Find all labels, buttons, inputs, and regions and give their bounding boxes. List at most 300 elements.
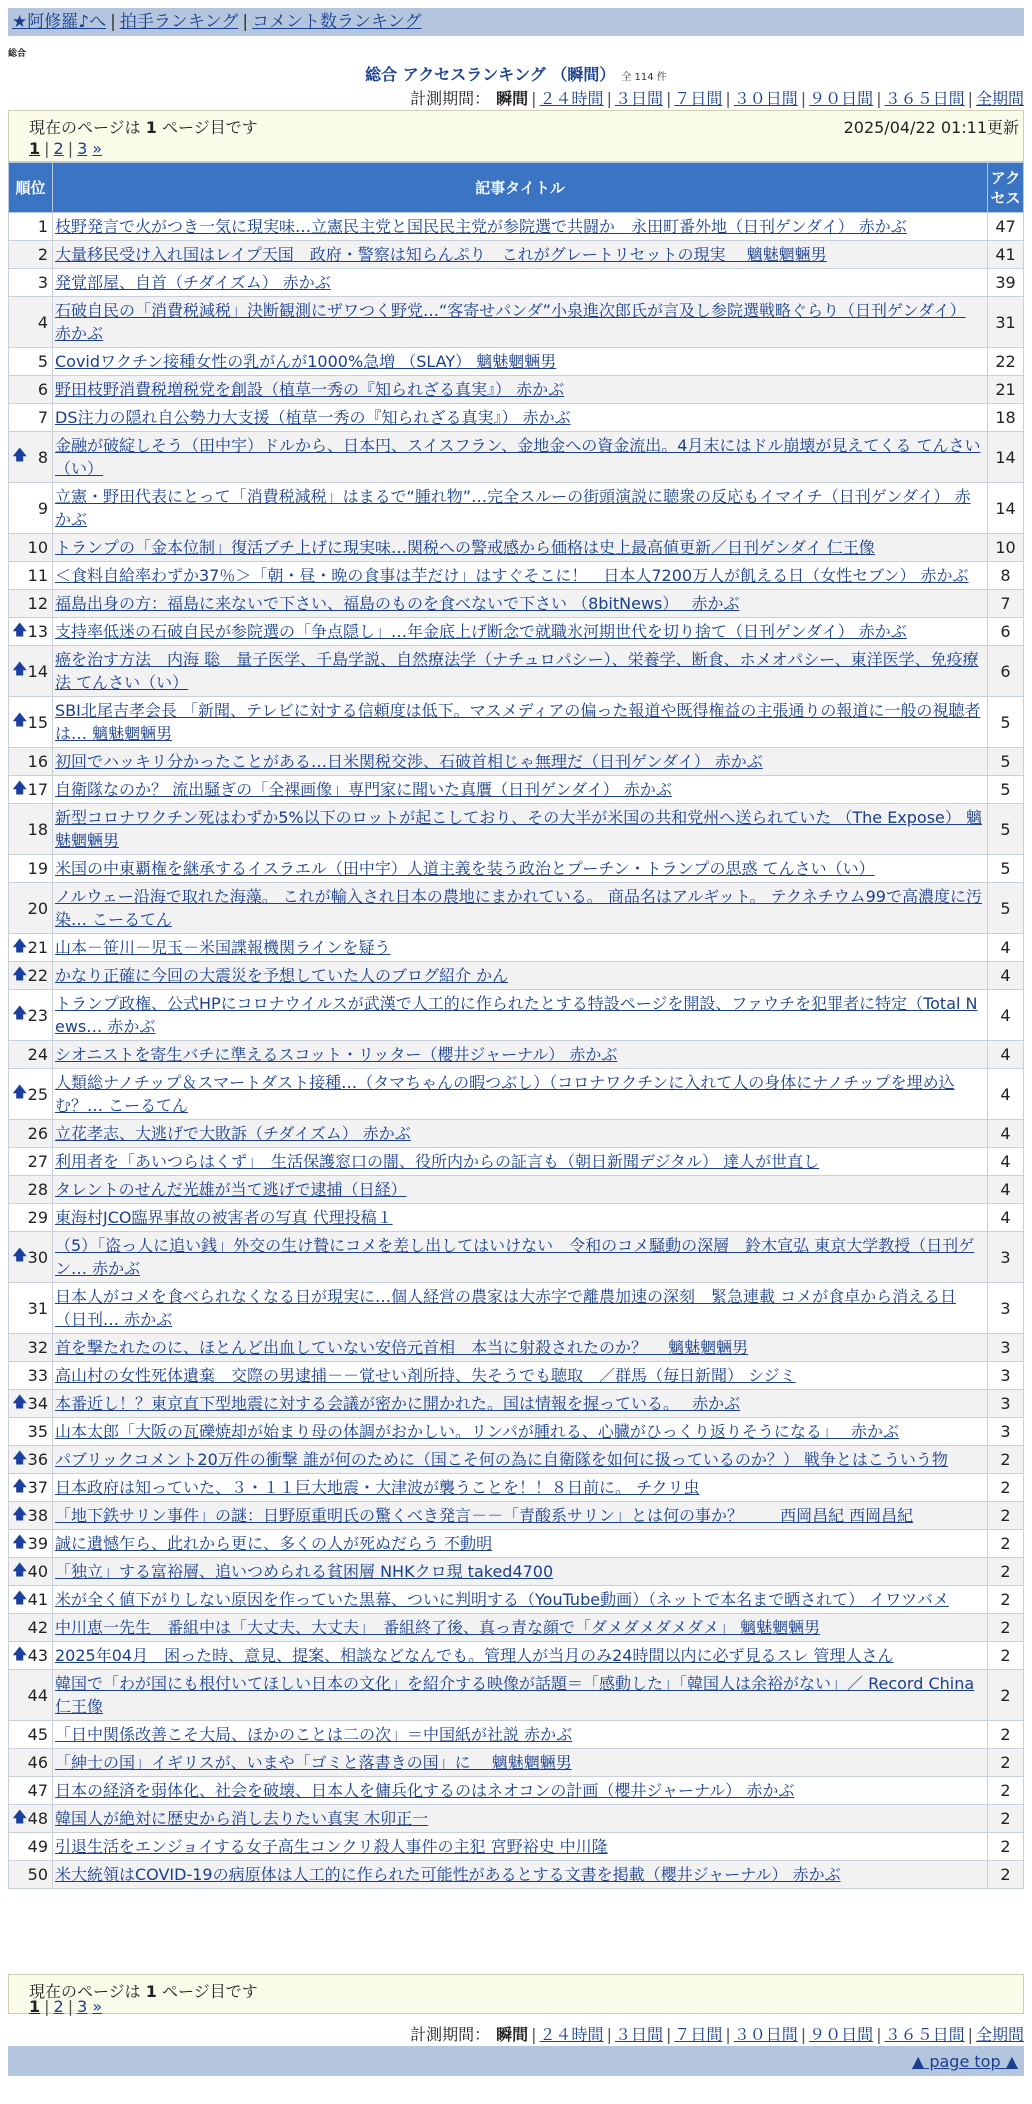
title-cell xyxy=(53,404,988,432)
table-row xyxy=(9,1833,1024,1861)
period-separator: | xyxy=(800,89,807,108)
title-cell xyxy=(53,1474,988,1502)
access-count: 21 xyxy=(988,376,1024,404)
clap-ranking-link[interactable]: 拍手ランキング xyxy=(119,12,239,32)
article-title-link[interactable]: シオニストを寄生バチに準えるスコット・リッター（櫻井ジャーナル） 赤かぶ xyxy=(55,1045,618,1064)
rank-cell xyxy=(9,990,53,1041)
period-link-5[interactable]: ３６５日間 xyxy=(884,89,965,108)
article-title-link[interactable]: ＜食料自給率わずか37％＞「朝・昼・晩の食事は芋だけ」はすぐそこに！ 日本人7200万人が飢える日（女性セブン） 赤かぶ xyxy=(55,566,969,585)
access-count: 8 xyxy=(988,562,1024,590)
table-row xyxy=(9,1334,1024,1362)
title-cell xyxy=(53,1586,988,1614)
table-row xyxy=(9,855,1024,883)
rank-number: 1 xyxy=(37,217,48,236)
period-selector-bottom xyxy=(410,2022,1024,2045)
rank-number: 24 xyxy=(27,1045,48,1064)
article-title-link[interactable]: 日本の経済を弱体化、社会を破壊、日本人を傭兵化するのはネオコンの計画（櫻井ジャーナル） 赤かぶ xyxy=(55,1781,795,1800)
rank-cell xyxy=(9,1232,53,1283)
rank-number: 2 xyxy=(37,245,48,264)
table-row xyxy=(9,962,1024,990)
access-count: 6 xyxy=(988,646,1024,697)
period-current: 瞬間 xyxy=(496,89,529,108)
period-link-6[interactable]: 全期間 xyxy=(975,89,1024,108)
access-count: 2 xyxy=(988,1502,1024,1530)
access-count: 2 xyxy=(988,1749,1024,1777)
access-count: 4 xyxy=(988,990,1024,1041)
rank-cell xyxy=(9,1362,53,1390)
table-row xyxy=(9,748,1024,776)
rank-number: 27 xyxy=(27,1152,48,1171)
table-row xyxy=(9,990,1024,1041)
article-title-link[interactable]: 日本人がコメを食べられなくなる日が現実に…個人経営の農家は大赤字で離農加速の深刻 緊急連載 コメが食卓から消える日（日刊… 赤かぶ xyxy=(55,1287,957,1329)
current-page-text: 現在のページは 1 ページ目です xyxy=(29,1982,258,2001)
access-count: 3 xyxy=(988,1390,1024,1418)
access-count: 6 xyxy=(988,618,1024,646)
rank-cell xyxy=(9,432,53,483)
article-title-link[interactable]: SBI北尾吉孝会長 「新聞、テレビに対する信頼度は低下。マスメディアの偏った報道や既得権益の主張通りの報道に一般の視聴者は… 魑魅魍魎男 xyxy=(55,701,981,743)
table-row xyxy=(9,1148,1024,1176)
page-separator: | xyxy=(44,1997,50,2016)
rank-cell xyxy=(9,1502,53,1530)
page-separator: | xyxy=(44,139,50,158)
period-link-4[interactable]: ９０日間 xyxy=(809,2025,874,2044)
rank-cell xyxy=(9,776,53,804)
article-title-link[interactable]: 本番近し！？東京直下型地震に対する会議が密かに開かれた。国は情報を握っている。 赤かぶ xyxy=(55,1394,741,1413)
article-title-link[interactable]: トランプの「金本位制」復活ブチ上げに現実味…関税への警戒感から価格は史上最高値更新／日刊ゲンダイ 仁王像 xyxy=(55,538,875,557)
table-row xyxy=(9,1642,1024,1670)
rank-number: 33 xyxy=(27,1366,48,1385)
title-cell xyxy=(53,348,988,376)
article-title-link[interactable]: 立花孝志、大逃げで大敗訴（チダイズム） 赤かぶ xyxy=(55,1124,411,1143)
title-cell xyxy=(53,1777,988,1805)
page-separator: | xyxy=(67,1997,74,2016)
table-row xyxy=(9,1283,1024,1334)
access-count: 2 xyxy=(988,1861,1024,1889)
article-title-link[interactable]: 新型コロナワクチン死はわずか5%以下のロットが起こしており、その大半が米国の共和党州へ送られていた （The Expose） 魑魅魍魎男 xyxy=(55,808,982,850)
rank-cell xyxy=(9,883,53,934)
title-cell xyxy=(53,269,988,297)
article-title-link[interactable]: Covidワクチン接種女性の乳がんが1000%急増 （SLAY） 魑魅魍魎男 xyxy=(55,352,557,371)
access-count: 3 xyxy=(988,1334,1024,1362)
rank-number: 36 xyxy=(27,1450,48,1469)
title-cell xyxy=(53,804,988,855)
title-cell xyxy=(53,1833,988,1861)
table-row xyxy=(9,376,1024,404)
rank-number: 40 xyxy=(27,1562,48,1581)
table-row xyxy=(9,483,1024,534)
access-count: 2 xyxy=(988,1558,1024,1586)
article-title-link[interactable]: 発覚部屋、自首（チダイズム） 赤かぶ xyxy=(55,273,331,292)
rank-number: 5 xyxy=(37,352,48,371)
rank-cell xyxy=(9,534,53,562)
rank-number: 45 xyxy=(27,1725,48,1744)
page-link-3[interactable]: 3 xyxy=(77,1997,88,2016)
article-title-link[interactable]: 2025年04月 困った時、意見、提案、相談などなんでも。管理人が当月のみ24時間以内に必ず見るスレ 管理人さん xyxy=(55,1646,894,1665)
title-cell xyxy=(53,1120,988,1148)
rank-cell xyxy=(9,1805,53,1833)
title-cell xyxy=(53,376,988,404)
rank-number: 14 xyxy=(27,661,48,681)
rank-number: 49 xyxy=(27,1837,48,1856)
table-row xyxy=(9,776,1024,804)
rank-cell xyxy=(9,348,53,376)
rank-cell xyxy=(9,618,53,646)
article-title-link[interactable]: 枝野発言で火がつき一気に現実味…立憲民主党と国民民主党が参院選で共闘か 永田町番外地（日刊ゲンダイ） 赤かぶ xyxy=(55,217,907,236)
title-cell xyxy=(53,432,988,483)
period-link-5[interactable]: ３６５日間 xyxy=(884,2025,965,2044)
rank-cell xyxy=(9,1204,53,1232)
rank-number: 18 xyxy=(27,819,48,839)
article-title-link[interactable]: 「紳士の国」イギリスが、いまや「ゴミと落書きの国」に 魑魅魍魎男 xyxy=(55,1753,572,1772)
rank-cell xyxy=(9,1614,53,1642)
access-count: 14 xyxy=(988,432,1024,483)
rank-cell xyxy=(9,269,53,297)
rank-up-arrow-icon: 🡅 xyxy=(12,1003,28,1022)
access-count: 2 xyxy=(988,1586,1024,1614)
access-count: 2 xyxy=(988,1721,1024,1749)
rank-up-arrow-icon: 🡅 xyxy=(12,936,28,954)
table-row xyxy=(9,1418,1024,1446)
rank-cell xyxy=(9,697,53,748)
rank-cell xyxy=(9,1670,53,1721)
rank-number: 34 xyxy=(27,1394,48,1413)
access-count: 3 xyxy=(988,1362,1024,1390)
table-row xyxy=(9,697,1024,748)
rank-number: 43 xyxy=(27,1646,48,1665)
rank-number: 50 xyxy=(27,1865,48,1884)
rank-number: 13 xyxy=(27,622,48,641)
table-row xyxy=(9,1446,1024,1474)
title-cell xyxy=(53,1502,988,1530)
table-row xyxy=(9,269,1024,297)
title-cell xyxy=(53,1670,988,1721)
table-row xyxy=(9,1069,1024,1120)
table-row xyxy=(9,646,1024,697)
ranking-table xyxy=(8,162,1024,1889)
title-cell xyxy=(53,1418,988,1446)
access-count: 4 xyxy=(988,1204,1024,1232)
rank-cell xyxy=(9,1148,53,1176)
rank-cell xyxy=(9,562,53,590)
table-row xyxy=(9,590,1024,618)
article-title-link[interactable]: 米大統領はCOVID-19の病原体は人工的に作られた可能性があるとする文書を掲載（櫻井ジャーナル） 赤かぶ xyxy=(55,1865,841,1884)
page-current: 1 xyxy=(29,1997,41,2016)
nav-separator: | xyxy=(242,12,249,32)
access-count: 4 xyxy=(988,1176,1024,1204)
title-cell xyxy=(53,534,988,562)
article-title-link[interactable]: 「日中関係改善こそ大局、ほかのことは二の次」＝中国紙が社説 赤かぶ xyxy=(55,1725,573,1744)
col-rank-header: 順位 xyxy=(9,163,53,213)
article-title-link[interactable]: トランプ政権、公式HPにコロナウイルスが武漢で人工的に作られたとする特設ページを開設、ファウチを犯罪者に特定（Total News… 赤かぶ xyxy=(55,994,978,1036)
period-link-1[interactable]: ３日間 xyxy=(614,2025,663,2044)
rank-number: 7 xyxy=(37,408,48,427)
access-count: 2 xyxy=(988,1642,1024,1670)
access-count: 39 xyxy=(988,269,1024,297)
period-link-1[interactable]: ３日間 xyxy=(614,89,663,108)
access-count: 5 xyxy=(988,776,1024,804)
rank-cell xyxy=(9,241,53,269)
period-link-2[interactable]: ７日間 xyxy=(674,2025,723,2044)
title-cell xyxy=(53,562,988,590)
page-links xyxy=(29,1997,102,2016)
rank-up-arrow-icon: 🡅 xyxy=(12,1560,28,1578)
title-cell xyxy=(53,1390,988,1418)
rank-number: 8 xyxy=(37,447,48,467)
rank-cell xyxy=(9,1474,53,1502)
access-count: 5 xyxy=(988,748,1024,776)
table-row xyxy=(9,562,1024,590)
table-row xyxy=(9,804,1024,855)
title-cell xyxy=(53,1041,988,1069)
period-link-4[interactable]: ９０日間 xyxy=(809,89,874,108)
title-cell xyxy=(53,1749,988,1777)
next-page-link[interactable]: » xyxy=(92,1997,103,2016)
article-title-link[interactable]: 自衛隊なのか？ 流出騒ぎの「全裸画像」専門家に聞いた真贋（日刊ゲンダイ） 赤かぶ xyxy=(55,780,672,799)
rank-up-arrow-icon: 🡅 xyxy=(12,778,28,796)
rank-number: 29 xyxy=(27,1208,48,1227)
access-count: 14 xyxy=(988,483,1024,534)
access-count: 47 xyxy=(988,213,1024,241)
article-title-link[interactable]: 米国の中東覇権を継承するイスラエル（田中宇）人道主義を装う政治とプーチン・トランプの思惑 てんさい（い） xyxy=(55,859,875,878)
rank-number: 39 xyxy=(27,1534,48,1553)
access-count: 2 xyxy=(988,1670,1024,1721)
access-count: 2 xyxy=(988,1777,1024,1805)
table-row xyxy=(9,213,1024,241)
rank-number: 48 xyxy=(27,1809,48,1828)
rank-cell xyxy=(9,934,53,962)
rank-cell xyxy=(9,1176,53,1204)
table-row xyxy=(9,432,1024,483)
period-separator: | xyxy=(665,2025,672,2044)
article-title-link[interactable]: 癌を治す方法 内海 聡 量子医学、千島学説、自然療法学（ナチュロパシー）、栄養学、断食、ホメオパシー、東洋医学、免疫療法 てんさい（い） xyxy=(55,650,979,692)
title-cell xyxy=(53,776,988,804)
rank-cell xyxy=(9,1833,53,1861)
table-row xyxy=(9,1502,1024,1530)
access-count: 10 xyxy=(988,534,1024,562)
total-count: 全 114 件 xyxy=(621,72,667,83)
page-links xyxy=(29,139,102,158)
nav-separator: | xyxy=(110,12,116,32)
access-count: 5 xyxy=(988,804,1024,855)
title-cell xyxy=(53,1069,988,1120)
article-title-link[interactable]: かなり正確に今回の大震災を予想していた人のブログ紹介 かん xyxy=(55,966,509,985)
rank-cell xyxy=(9,1334,53,1362)
rank-cell xyxy=(9,1120,53,1148)
rank-cell xyxy=(9,213,53,241)
page-title xyxy=(0,62,1032,85)
title-cell xyxy=(53,1558,988,1586)
table-row xyxy=(9,1204,1024,1232)
article-title-link[interactable]: 大量移民受け入れ国はレイプ天国 政府・警察は知らんぷり これがグレートリセットの現実 魑魅魍魎男 xyxy=(55,245,827,264)
article-title-link[interactable]: 高山村の女性死体遺棄 交際の男逮捕－－覚せい剤所持、失そうでも聴取 ／群馬（毎日新聞） シジミ xyxy=(55,1366,796,1385)
next-page-link[interactable]: » xyxy=(92,139,103,158)
article-title-link[interactable]: 福島出身の方：福島に来ないで下さい、福島のものを食べないで下さい （8bitNews） 赤かぶ xyxy=(55,594,740,613)
rank-number: 20 xyxy=(27,898,48,918)
rank-cell xyxy=(9,1530,53,1558)
article-title-link[interactable]: タレントのせんだ光雄が当て逃げで逮捕（日経） xyxy=(55,1180,407,1199)
period-separator: | xyxy=(800,2025,807,2044)
rank-number: 17 xyxy=(27,780,48,799)
article-title-link[interactable]: DS注力の隠れ自公勢力大支援（植草一秀の『知られざる真実』） 赤かぶ xyxy=(55,408,571,427)
period-separator: | xyxy=(876,89,882,108)
access-count: 2 xyxy=(988,1446,1024,1474)
rank-up-arrow-icon: 🡅 xyxy=(12,710,28,729)
footer-bar xyxy=(8,2046,1024,2076)
page-link-3[interactable]: 3 xyxy=(77,139,88,158)
article-title-link[interactable]: 韓国人が絶対に歴史から消し去りたい真実 木卯正一 xyxy=(55,1809,429,1828)
rank-cell xyxy=(9,1390,53,1418)
article-title-link[interactable]: パブリックコメント20万件の衝撃 誰が何のために（国こそ何の為に自衛隊を如何に扱っているのか？） 戦争とはこういう物 xyxy=(55,1450,948,1469)
article-title-link[interactable]: 支持率低迷の石破自民が参院選の「争点隠し」…年金底上げ断念で就職氷河期世代を切り捨て（日刊ゲンダイ） 赤かぶ xyxy=(55,622,907,641)
rank-cell xyxy=(9,1777,53,1805)
title-cell xyxy=(53,990,988,1041)
rank-up-arrow-icon: 🡅 xyxy=(12,659,28,678)
rank-number: 21 xyxy=(27,938,48,957)
title-cell xyxy=(53,1642,988,1670)
article-title-link[interactable]: 韓国で「わが国にも根付いてほしい日本の文化」を紹介する映像が話題＝「感動した」「韓国人は余裕がない」／ Record China 仁王像 xyxy=(55,1674,975,1716)
period-link-0[interactable]: ２４時間 xyxy=(539,89,604,108)
article-title-link[interactable]: ノルウェー沿海で取れた海藻。 これが輸入され日本の農地にまかれている。 商品名はアルギット。 テクネチウム99で高濃度に汚染… こーるてん xyxy=(55,887,982,929)
period-selector-top xyxy=(410,86,1024,109)
rank-cell xyxy=(9,1721,53,1749)
top-nav-bar xyxy=(8,8,1024,36)
current-page-text: 現在のページは 1 ページ目です xyxy=(29,118,258,137)
comment-ranking-link[interactable]: コメント数ランキング xyxy=(252,12,422,32)
article-title-link[interactable]: 初回でハッキリ分かったことがある…日米関税交渉、石破首相じゃ無理だ（日刊ゲンダイ） 赤かぶ xyxy=(55,752,763,771)
rank-up-arrow-icon: 🡅 xyxy=(12,620,28,638)
table-row xyxy=(9,348,1024,376)
article-title-link[interactable]: 人類総ナノチップ＆スマートダスト接種…（タマちゃんの暇つぶし）（コロナワクチンに入れて人の身体にナノチップを埋め込む？… こーるてん xyxy=(55,1073,955,1115)
page-top-link[interactable]: ▲ page top ▲ xyxy=(911,2052,1018,2071)
home-link[interactable]: ★阿修羅♪へ xyxy=(12,12,107,32)
title-cell xyxy=(53,1362,988,1390)
rank-number: 46 xyxy=(27,1753,48,1772)
table-row xyxy=(9,1041,1024,1069)
period-separator: | xyxy=(967,2025,973,2044)
access-count: 4 xyxy=(988,1041,1024,1069)
article-title-link[interactable]: 野田枝野消費税増税党を創設（植草一秀の『知られざる真実』） 赤かぶ xyxy=(55,380,565,399)
rank-number: 44 xyxy=(27,1685,48,1705)
period-link-3[interactable]: ３０日間 xyxy=(733,2025,798,2044)
period-separator: | xyxy=(606,2025,612,2044)
table-row xyxy=(9,1805,1024,1833)
period-separator: | xyxy=(967,89,973,108)
access-count: 7 xyxy=(988,590,1024,618)
table-row xyxy=(9,534,1024,562)
table-row xyxy=(9,1474,1024,1502)
access-count: 41 xyxy=(988,241,1024,269)
rank-up-arrow-icon: 🡅 xyxy=(12,1532,28,1550)
page-link-2[interactable]: 2 xyxy=(53,139,64,158)
article-title-link[interactable]: 「独立」する富裕層、追いつめられる貧困層 NHKクロ現 taked4700 xyxy=(55,1562,554,1581)
article-title-link[interactable]: 「地下鉄サリン事件」の謎：日野原重明氏の驚くべき発言－－「青酸系サリン」とは何の事か？ 西岡昌紀 西岡昌紀 xyxy=(55,1506,914,1525)
article-title-link[interactable]: 首を撃たれたのに、ほとんど出血していない安倍元首相 本当に射殺されたのか？ 魑魅魍魎男 xyxy=(55,1338,749,1357)
rank-up-arrow-icon: 🡅 xyxy=(12,1082,28,1101)
table-row xyxy=(9,1120,1024,1148)
rank-number: 19 xyxy=(27,859,48,878)
title-cell xyxy=(53,1614,988,1642)
title-cell xyxy=(53,483,988,534)
title-cell xyxy=(53,1446,988,1474)
title-cell xyxy=(53,1334,988,1362)
article-title-link[interactable]: （5）「盗っ人に追い銭」外交の生け贄にコメを差し出してはいけない 令和のコメ騒動の深層 鈴木宣弘 東京大学教授（日刊ゲン… 赤かぶ xyxy=(55,1236,975,1278)
rank-number: 26 xyxy=(27,1124,48,1143)
access-count: 4 xyxy=(988,962,1024,990)
table-row xyxy=(9,404,1024,432)
rank-cell xyxy=(9,297,53,348)
article-title-link[interactable]: 立憲・野田代表にとって「消費税減税」はまるで“腫れ物”…完全スルーの街頭演説に聴衆の反応もイマイチ（日刊ゲンダイ） 赤かぶ xyxy=(55,487,971,529)
article-title-link[interactable]: 中川恵一先生 番組中は「大丈夫、大丈夫」 番組終了後、真っ青な顔で「ダメダメダメダメ」 魑魅魍魎男 xyxy=(55,1618,821,1637)
access-count: 2 xyxy=(988,1530,1024,1558)
rank-cell xyxy=(9,404,53,432)
rank-cell xyxy=(9,1069,53,1120)
article-title-link[interactable]: 山本太郎「大阪の瓦礫焼却が始まり母の体調がおかしい。リンパが腫れる、心臓がひっくり返りそうになる」 赤かぶ xyxy=(55,1422,899,1441)
article-title-link[interactable]: 利用者を「あいつらはくず」 生活保護窓口の闇、役所内からの証言も（朝日新聞デジタル） 達人が世直し xyxy=(55,1152,820,1171)
page-link-2[interactable]: 2 xyxy=(53,1997,64,2016)
rank-up-arrow-icon: 🡅 xyxy=(12,1448,28,1466)
rank-up-arrow-icon: 🡅 xyxy=(12,964,28,982)
article-title-link[interactable]: 山本－笹川－児玉－米国諜報機関ラインを疑う xyxy=(55,938,391,957)
period-separator: | xyxy=(725,2025,731,2044)
rank-up-arrow-icon: 🡅 xyxy=(12,1588,28,1606)
rank-cell xyxy=(9,1446,53,1474)
period-label: 計測期間： xyxy=(410,2025,491,2044)
table-row xyxy=(9,1362,1024,1390)
period-current: 瞬間 xyxy=(496,2025,529,2044)
title-cell xyxy=(53,883,988,934)
rank-cell xyxy=(9,855,53,883)
title-cell xyxy=(53,1204,988,1232)
period-link-6[interactable]: 全期間 xyxy=(975,2025,1024,2044)
title-cell xyxy=(53,748,988,776)
rank-number: 47 xyxy=(27,1781,48,1800)
table-row xyxy=(9,1777,1024,1805)
title-cell xyxy=(53,590,988,618)
rank-up-arrow-icon: 🡅 xyxy=(12,1245,28,1264)
access-count: 31 xyxy=(988,297,1024,348)
rank-number: 12 xyxy=(27,594,48,613)
access-count: 3 xyxy=(988,1283,1024,1334)
rank-cell xyxy=(9,1041,53,1069)
article-title-link[interactable]: 金融が破綻しそう（田中宇）ドルから、日本円、スイスフラン、金地金への資金流出。4月末にはドル崩壊が見えてくる てんさい（い） xyxy=(55,436,981,478)
access-count: 2 xyxy=(988,1805,1024,1833)
period-link-0[interactable]: ２４時間 xyxy=(539,2025,604,2044)
page-current: 1 xyxy=(29,139,41,158)
rank-up-arrow-icon: 🡅 xyxy=(12,1476,28,1494)
access-count: 4 xyxy=(988,1120,1024,1148)
article-title-link[interactable]: 米が全く値下がりしない原因を作っていた黒幕、ついに判明する（YouTube動画）（ネットで本名まで晒されて） イワツバメ xyxy=(55,1590,949,1609)
title-cell xyxy=(53,297,988,348)
article-title-link[interactable]: 石破自民の「消費税減税」決断観測にザワつく野党…“客寄せパンダ”小泉進次郎氏が言及し参院選戦略ぐらり（日刊ゲンダイ） 赤かぶ xyxy=(55,301,966,343)
rank-number: 15 xyxy=(27,712,48,732)
rank-cell xyxy=(9,962,53,990)
access-count: 18 xyxy=(988,404,1024,432)
article-title-link[interactable]: 東海村JCO臨界事故の被害者の写真 代理投稿１ xyxy=(55,1208,393,1227)
rank-up-arrow-icon: 🡅 xyxy=(12,1807,28,1825)
rank-cell xyxy=(9,1861,53,1889)
article-title-link[interactable]: 引退生活をエンジョイする女子高生コンクリ殺人事件の主犯 宮野裕史 中川隆 xyxy=(55,1837,608,1856)
table-row xyxy=(9,1749,1024,1777)
rank-number: 35 xyxy=(27,1422,48,1441)
period-link-2[interactable]: ７日間 xyxy=(674,89,723,108)
title-cell xyxy=(53,1721,988,1749)
access-count: 5 xyxy=(988,697,1024,748)
table-row xyxy=(9,1586,1024,1614)
period-link-3[interactable]: ３０日間 xyxy=(733,89,798,108)
rank-cell xyxy=(9,1283,53,1334)
article-title-link[interactable]: 誠に遺憾乍ら、此れから更に、多くの人が死ぬだらう 不動明 xyxy=(55,1534,493,1553)
article-title-link[interactable]: 日本政府は知っていた、３・１１巨大地震・大津波が襲うことを！！８日前に。 チクリ虫 xyxy=(55,1478,700,1497)
